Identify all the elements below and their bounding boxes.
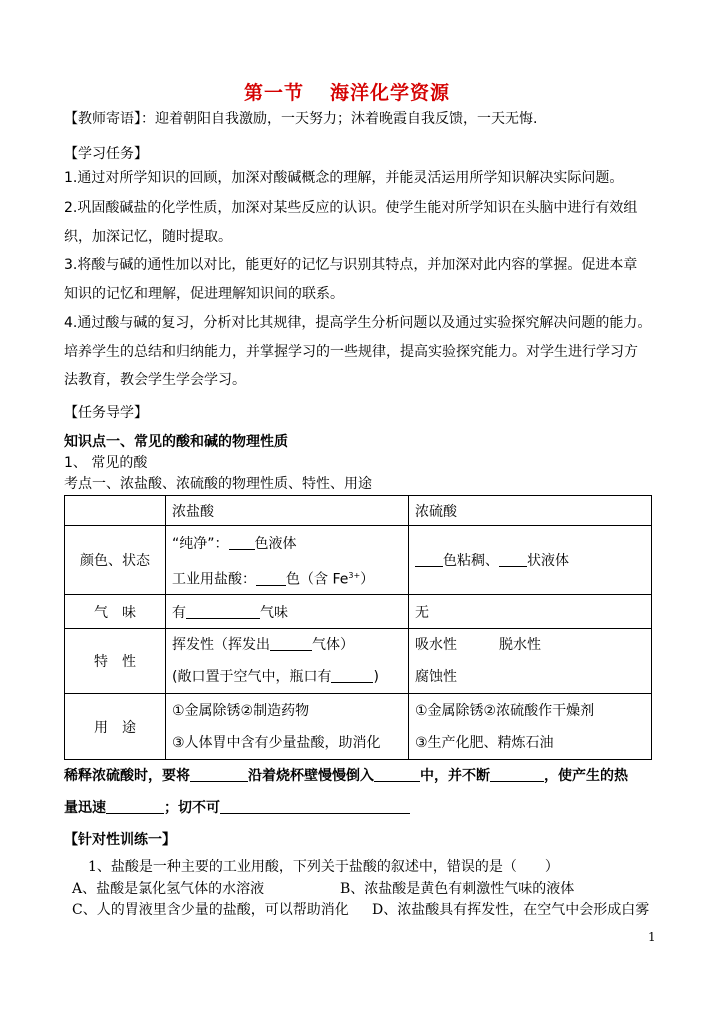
- subheading-acids: 1、 常见的酸: [64, 455, 148, 471]
- knowledge-heading: 知识点一、常见的酸和碱的物理性质: [64, 434, 288, 450]
- table-header-row: [65, 496, 652, 526]
- row-label-use: 用 途: [65, 694, 166, 760]
- blank-field: [499, 552, 527, 567]
- cell-hcl-smell: 有 气味: [166, 595, 409, 629]
- table-row: [65, 629, 652, 694]
- blank-field: [270, 636, 312, 651]
- task-line-8: 法教育，教会学生学会学习。: [64, 372, 246, 388]
- blank-field: [415, 552, 443, 567]
- subheading-exam-point: 考点一、浓盐酸、浓硫酸的物理性质、特性、用途: [64, 476, 372, 492]
- table-corner-cell: [65, 496, 166, 526]
- cell-hcl-property: 挥发性（挥发出 气体） (敞口置于空气中，瓶口有 ): [166, 629, 409, 694]
- dilution-sentence-line-2: 量迅速 ；切不可: [64, 797, 410, 817]
- row-label-property: 特 性: [65, 629, 166, 694]
- row-label-color: 颜色、状态: [65, 526, 166, 595]
- title-topic: 海洋化学资源: [330, 82, 451, 104]
- exercise-option-a: A、盐酸是氯化氢气体的水溶液: [72, 881, 265, 897]
- blank-field: [256, 571, 286, 586]
- page-number: 1: [648, 930, 656, 944]
- guide-heading: 【任务导学】: [64, 405, 148, 421]
- table-row: [65, 694, 652, 760]
- exercise-question-1: 1、盐酸是一种主要的工业用酸，下列关于盐酸的叙述中，错误的是（ ）: [88, 859, 559, 875]
- task-line-4: 3.将酸与碱的通性加以对比，能更好的记忆与识别其特点，并加深对此内容的掌握。促进本章: [64, 257, 638, 273]
- blank-field: [220, 799, 410, 814]
- task-line-7: 培养学生的总结和归纳能力，并掌握学习的一些规律，提高实验探究能力。对学生进行学习方: [64, 344, 638, 360]
- task-line-1: 1.通过对所学知识的回顾，加深对酸碱概念的理解，并能灵活运用所学知识解决实际问题。: [64, 170, 624, 186]
- teacher-motto: 【教师寄语】：迎着朝阳自我激励，一天努力；沐着晚霞自我反馈，一天无悔.: [64, 111, 538, 127]
- title-section: 第一节: [244, 82, 305, 104]
- task-line-2: 2.巩固酸碱盐的化学性质，加深对某些反应的认识。使学生能对所学知识在头脑中进行有效组: [64, 200, 638, 216]
- cell-h2so4-property: 吸水性 脱水性 腐蚀性: [409, 629, 652, 694]
- tasks-heading: 【学习任务】: [64, 146, 148, 162]
- exercise-option-c: C、人的胃液里含少量的盐酸，可以帮助消化: [72, 902, 349, 918]
- blank-field: [106, 799, 164, 814]
- row-label-smell: 气 味: [65, 595, 166, 629]
- cell-h2so4-color: 色粘稠、 状液体: [409, 526, 652, 595]
- dilution-sentence-line-1: 稀释浓硫酸时，要将 沿着烧杯壁慢慢倒入 中，并不断 ，使产生的热: [64, 768, 628, 784]
- task-line-3: 织，加深记忆，随时提取。: [64, 229, 232, 245]
- exercise-option-d: D、浓盐酸具有挥发性，在空气中会形成白雾: [372, 902, 650, 918]
- exercise-option-b: B、浓盐酸是黄色有刺激性气味的液体: [340, 881, 575, 897]
- blank-field: [374, 767, 420, 782]
- task-line-6: 4.通过酸与碱的复习，分析对比其规律，提高学生分析问题以及通过实验探究解决问题的能力。: [64, 315, 652, 331]
- header-h2so4: 浓硫酸: [409, 496, 652, 526]
- cell-hcl-use: ①金属除锈②制造药物 ③人体胃中含有少量盐酸，助消化: [166, 694, 409, 760]
- table-row: [65, 526, 652, 595]
- blank-field: [186, 604, 260, 619]
- cell-h2so4-smell: 无: [409, 595, 652, 629]
- table-row: [65, 595, 652, 629]
- page-title: [244, 78, 450, 105]
- task-line-5: 知识的记忆和理解，促进理解知识间的联系。: [64, 286, 344, 302]
- cell-h2so4-use: ①金属除锈②浓硫酸作干燥剂 ③生产化肥、精炼石油: [409, 694, 652, 760]
- blank-field: [490, 767, 544, 782]
- blank-field: [331, 668, 373, 683]
- blank-field: [229, 535, 255, 550]
- blank-field: [190, 767, 248, 782]
- exercise-heading: 【针对性训练一】: [64, 832, 176, 848]
- header-hcl: 浓盐酸: [166, 496, 409, 526]
- cell-hcl-color: “纯净”： 色液体 工业用盐酸： 色（含 $Fe^{3+}$）: [166, 526, 409, 595]
- acid-properties-table: [64, 495, 652, 760]
